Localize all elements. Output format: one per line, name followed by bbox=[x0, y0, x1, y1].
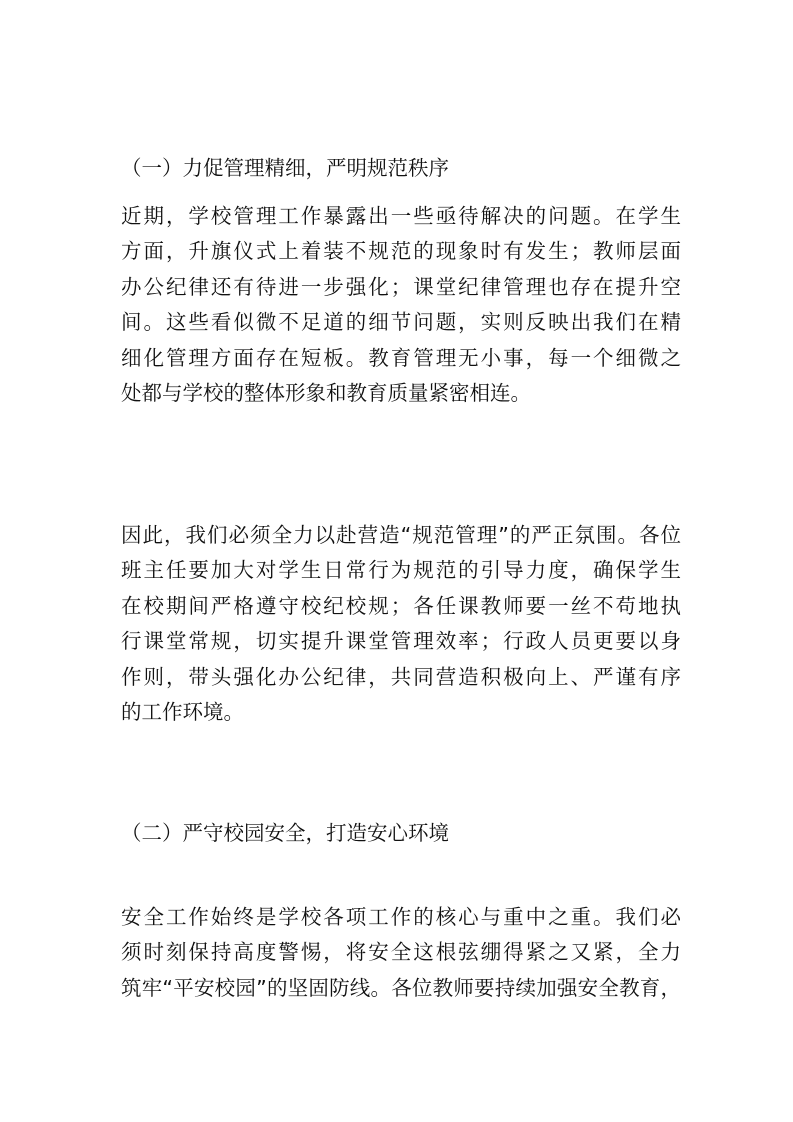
paragraph-line: 方面，升旗仪式上着装不规范的现象时有发生；教师层面 bbox=[121, 239, 681, 264]
paragraph-line: 近期，学校管理工作暴露出一些亟待解决的问题。在学生 bbox=[121, 204, 681, 228]
paragraph-line: 细化管理方面存在短板。教育管理无小事，每一个细微之 bbox=[121, 345, 681, 370]
paragraph-line: 在校期间严格遵守校纪校规；各任课教师要一丝不苟地执 bbox=[121, 593, 681, 618]
section-heading-1: （一）力促管理精细，严明规范秩序 bbox=[121, 156, 449, 180]
paragraph-line: 间。这些看似微不足道的细节问题，实则反映出我们在精 bbox=[121, 310, 681, 335]
paragraph-line: 筑牢“平安校园”的坚固防线。各位教师要持续加强安全教育， bbox=[121, 975, 681, 1000]
paragraph-line: 班主任要加大对学生日常行为规范的引导力度，确保学生 bbox=[121, 558, 681, 583]
paragraph-2 bbox=[121, 518, 681, 730]
paragraph-3 bbox=[121, 900, 681, 1006]
section-heading-2: （二）严守校园安全，打造安心环境 bbox=[121, 821, 449, 845]
paragraph-line: 处都与学校的整体形象和教育质量紧密相连。 bbox=[121, 380, 531, 405]
paragraph-line: 的工作环境。 bbox=[121, 699, 244, 724]
paragraph-line: 须时刻保持高度警惕，将安全这根弦绷得紧之又紧，全力 bbox=[121, 940, 681, 965]
paragraph-1 bbox=[121, 199, 681, 411]
paragraph-line: 作则，带头强化办公纪律，共同营造积极向上、严谨有序 bbox=[121, 664, 681, 689]
paragraph-line: 因此，我们必须全力以赴营造“规范管理”的严正氛围。各位 bbox=[121, 523, 681, 547]
paragraph-line: 安全工作始终是学校各项工作的核心与重中之重。我们必 bbox=[121, 905, 681, 929]
paragraph-line: 办公纪律还有待进一步强化；课堂纪律管理也存在提升空 bbox=[121, 274, 681, 299]
paragraph-line: 行课堂常规，切实提升课堂管理效率；行政人员更要以身 bbox=[121, 629, 681, 654]
